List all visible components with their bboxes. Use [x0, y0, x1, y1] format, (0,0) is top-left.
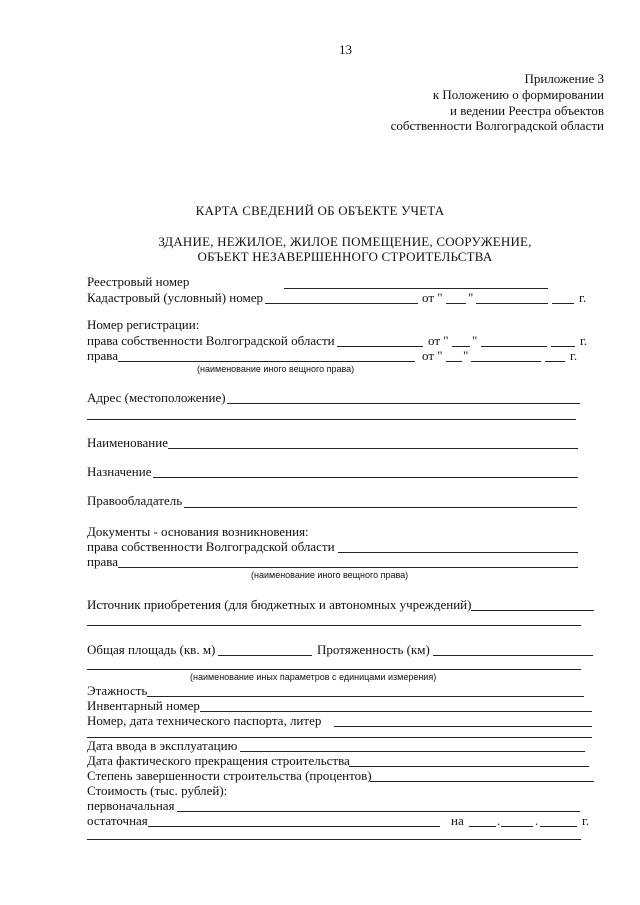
page-number: 13: [339, 42, 352, 57]
commissioning-date-line[interactable]: [240, 751, 585, 752]
right-holder-line[interactable]: [184, 507, 577, 508]
cadastral-number-line[interactable]: [265, 303, 418, 304]
cadastral-quote: ": [468, 290, 474, 305]
other-right-note: (наименование иного вещного права): [197, 364, 355, 374]
registry-number-line[interactable]: [284, 288, 548, 289]
cadastral-month-line[interactable]: [476, 303, 548, 304]
residual-dot-2: .: [535, 813, 539, 828]
acquisition-source-label: Источник приобретения (для бюджетных и автономных учреждений): [87, 597, 472, 612]
purpose-label: Назначение: [87, 464, 152, 479]
floors-line[interactable]: [147, 696, 584, 697]
rights-line[interactable]: [118, 361, 415, 362]
ownership-month-line[interactable]: [481, 346, 547, 347]
rights-2-line[interactable]: [118, 567, 578, 568]
other-params-note: (наименование иных параметров с единицами измерения): [190, 672, 437, 682]
acquisition-source-line-1[interactable]: [471, 610, 594, 611]
rights-from-label: от ": [422, 348, 443, 363]
total-area-label: Общая площадь (кв. м): [87, 642, 216, 657]
construction-stop-date-label: Дата фактического прекращения строительства: [87, 753, 350, 768]
completion-degree-line[interactable]: [370, 781, 594, 782]
acquisition-source-line-2[interactable]: [87, 625, 581, 626]
name-label: Наименование: [87, 435, 168, 450]
construction-stop-date-line[interactable]: [349, 766, 589, 767]
residual-month-line[interactable]: [501, 826, 533, 827]
cadastral-year-suffix: г.: [579, 290, 587, 305]
rights-label: права: [87, 348, 118, 363]
ownership-quote: ": [472, 333, 478, 348]
ownership-rights-2-line[interactable]: [338, 552, 578, 553]
initial-cost-label: первоначальная: [87, 798, 175, 813]
residual-dot-1: .: [497, 813, 501, 828]
form-subtitle-line-2: ОБЪЕКТ НЕЗАВЕРШЕННОГО СТРОИТЕЛЬСТВА: [197, 249, 493, 264]
rights-2-label: права: [87, 554, 118, 569]
registration-number-label: Номер регистрации:: [87, 317, 200, 332]
ownership-from-label: от ": [428, 333, 449, 348]
address-line-1[interactable]: [227, 403, 580, 404]
inventory-number-line[interactable]: [200, 711, 592, 712]
cost-label: Стоимость (тыс. рублей):: [87, 783, 228, 798]
other-right-note-2: (наименование иного вещного права): [251, 570, 409, 580]
residual-year-line[interactable]: [540, 826, 577, 827]
cadastral-from-label: от ": [422, 290, 443, 305]
residual-cost-line-2[interactable]: [87, 839, 581, 840]
total-area-line[interactable]: [218, 655, 312, 656]
rights-year-line[interactable]: [545, 361, 565, 362]
commissioning-date-label: Дата ввода в эксплуатацию: [87, 738, 238, 753]
name-line[interactable]: [168, 448, 578, 449]
rights-day-line[interactable]: [446, 361, 462, 362]
cadastral-number-label: Кадастровый (условный) номер: [87, 290, 264, 305]
appendix-line-1: Приложение 3: [524, 71, 604, 86]
ownership-year-suffix: г.: [580, 333, 588, 348]
appendix-line-4: собственности Волгоградской области: [390, 118, 604, 133]
residual-day-line[interactable]: [469, 826, 496, 827]
cadastral-year-line[interactable]: [552, 303, 574, 304]
documents-basis-label: Документы - основания возникновения:: [87, 524, 309, 539]
appendix-line-2: к Положению о формировании: [432, 87, 604, 102]
purpose-line[interactable]: [153, 477, 578, 478]
cadastral-day-line[interactable]: [446, 303, 466, 304]
address-label: Адрес (местоположение): [87, 390, 226, 405]
floors-label: Этажность: [87, 683, 148, 698]
ownership-day-line[interactable]: [452, 346, 470, 347]
ownership-rights-label: права собственности Волгоградской области: [87, 333, 335, 348]
rights-month-line[interactable]: [471, 361, 541, 362]
rights-year-suffix: г.: [570, 348, 578, 363]
right-holder-label: Правообладатель: [87, 493, 183, 508]
initial-cost-line[interactable]: [177, 811, 580, 812]
residual-cost-label: остаточная: [87, 813, 148, 828]
tech-passport-line[interactable]: [334, 726, 592, 727]
registry-number-label: Реестровый номер: [87, 274, 190, 289]
residual-cost-line[interactable]: [148, 826, 440, 827]
tech-passport-label: Номер, дата технического паспорта, литер: [87, 713, 322, 728]
residual-on-label: на: [451, 813, 464, 828]
form-title: КАРТА СВЕДЕНИЙ ОБ ОБЪЕКТЕ УЧЕТА: [195, 203, 445, 218]
residual-year-suffix: г.: [582, 813, 590, 828]
form-subtitle-line-1: ЗДАНИЕ, НЕЖИЛОЕ, ЖИЛОЕ ПОМЕЩЕНИЕ, СООРУЖЕНИЕ,: [158, 234, 532, 249]
address-line-2[interactable]: [87, 419, 576, 420]
length-line[interactable]: [433, 655, 593, 656]
completion-degree-label: Степень завершенности строительства (процентов): [87, 768, 372, 783]
length-label: Протяженность (км): [317, 642, 430, 657]
inventory-number-label: Инвентарный номер: [87, 698, 200, 713]
appendix-line-3: и ведении Реестра объектов: [449, 103, 604, 118]
rights-quote: ": [463, 348, 469, 363]
ownership-rights-line[interactable]: [337, 346, 423, 347]
ownership-year-line[interactable]: [551, 346, 575, 347]
ownership-rights-2-label: права собственности Волгоградской области: [87, 539, 335, 554]
other-params-line[interactable]: [87, 669, 581, 670]
